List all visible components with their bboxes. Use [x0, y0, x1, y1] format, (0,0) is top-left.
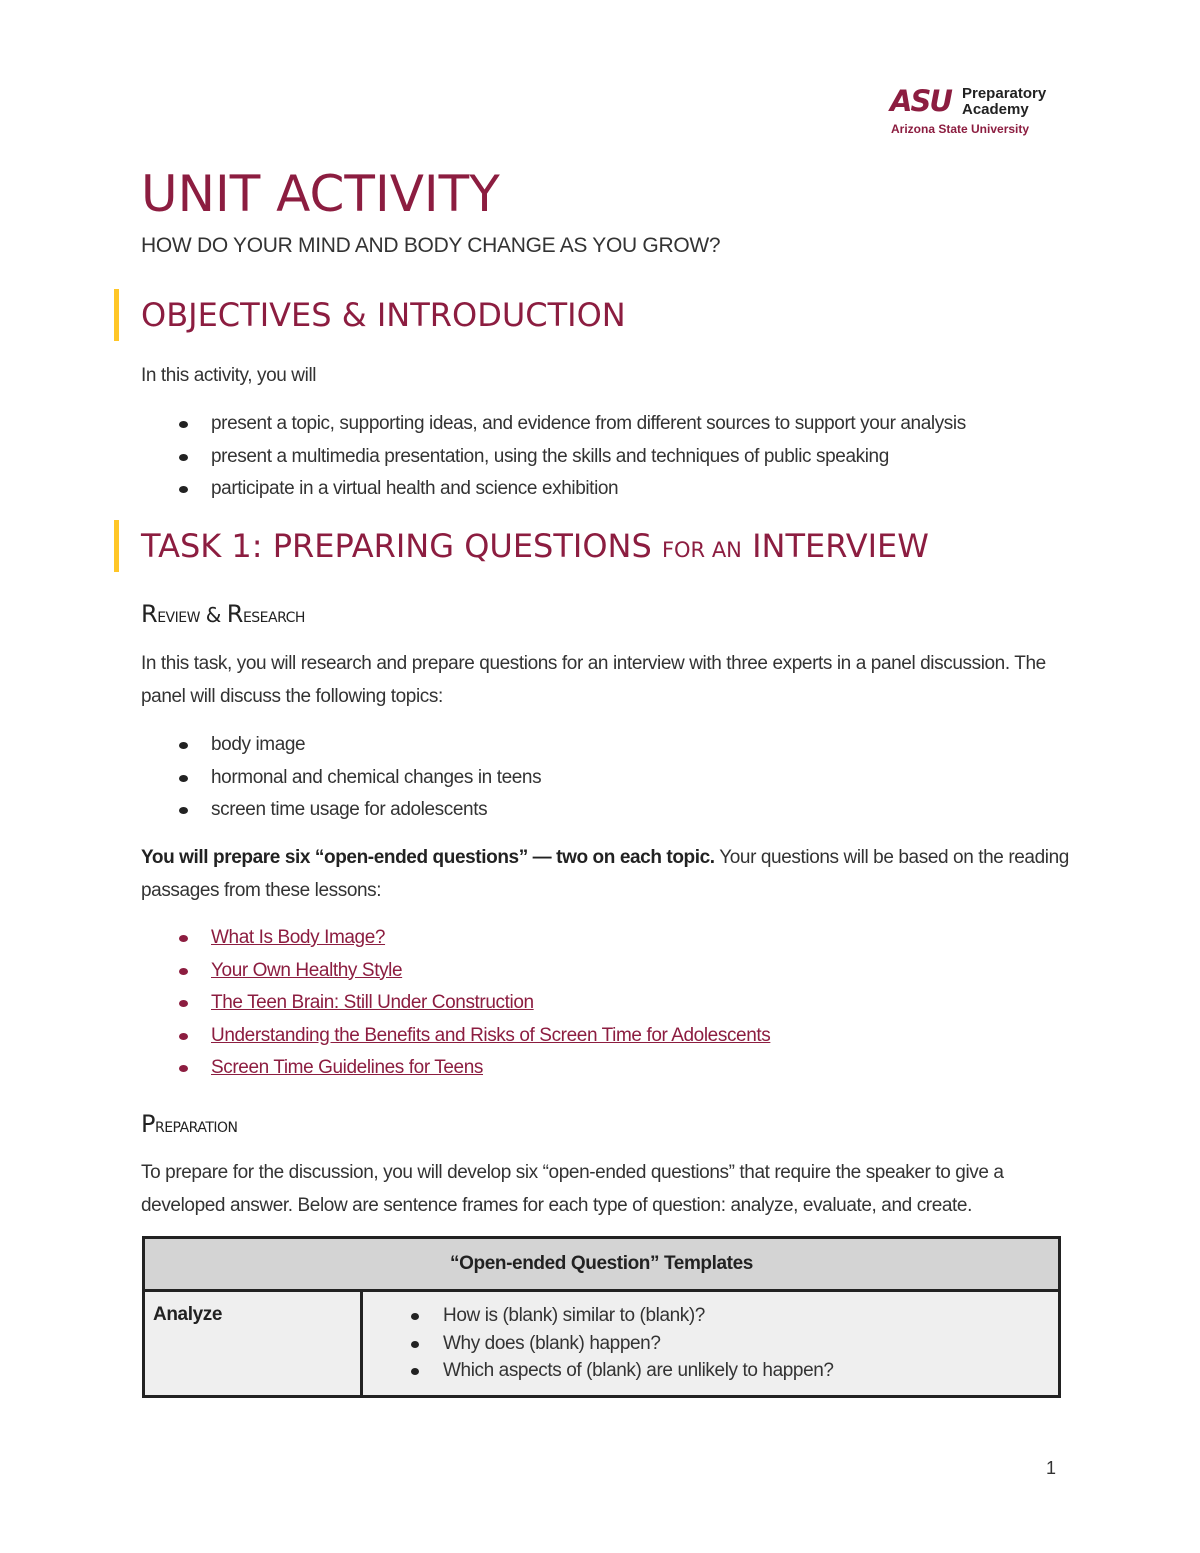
table-row: [144, 1291, 1060, 1397]
list-item: participate in a virtual health and science exhibition: [170, 473, 966, 506]
task1-heading: [114, 520, 929, 572]
list-item: body image: [170, 729, 541, 762]
list-item: [170, 955, 770, 988]
task1-heading-small: FOR AN: [661, 538, 742, 562]
logo-name-line1: Preparatory: [962, 85, 1047, 102]
task1-heading-part1: TASK 1: PREPARING QUESTIONS: [141, 527, 662, 565]
logo-mark: ASU: [890, 84, 951, 118]
list-item: Which aspects of (blank) are unlikely to happen?: [411, 1357, 1058, 1385]
lessons-bold: You will prepare six “open-ended questions” — two on each topic.: [141, 847, 715, 868]
heading-rest: eview &: [157, 603, 227, 627]
asu-prep-logo: [890, 86, 1060, 138]
row-label-analyze: Analyze: [144, 1291, 362, 1397]
lesson-link-screen-time-guidelines[interactable]: Screen Time Guidelines for Teens: [211, 1057, 483, 1078]
preparation-heading: [141, 1110, 238, 1139]
lesson-link-healthy-style[interactable]: Your Own Healthy Style: [211, 959, 403, 981]
topics-list: [170, 729, 541, 827]
list-item: [170, 1052, 770, 1085]
review-research-heading: [141, 600, 305, 629]
heading-cap: P: [141, 1110, 155, 1138]
table-header: “Open-ended Question” Templates: [144, 1238, 1060, 1291]
page-title: UNIT ACTIVITY: [141, 165, 500, 223]
lessons-paragraph: [141, 841, 1071, 907]
list-item: present a topic, supporting ideas, and evidence from different sources to support your analysis: [170, 408, 966, 441]
objectives-list: [170, 408, 966, 506]
list-item: How is (blank) similar to (blank)?: [411, 1302, 1058, 1330]
lesson-link-body-image[interactable]: What Is Body Image?: [211, 927, 386, 948]
list-item: [170, 1020, 770, 1053]
question-templates-table: [142, 1236, 1061, 1398]
logo-name-line2: Academy: [962, 101, 1029, 118]
lessons-rest: Your questions will be based on the reading passages from these lessons:: [141, 847, 1069, 901]
lesson-links-list: [170, 922, 770, 1085]
task1-heading-part2: INTERVIEW: [741, 527, 929, 565]
lesson-link-screen-time-benefits[interactable]: Understanding the Benefits and Risks of Screen Time for Adolescents: [211, 1024, 771, 1046]
list-item: [170, 922, 770, 955]
logo-university: Arizona State University: [891, 122, 1030, 136]
list-item: hormonal and chemical changes in teens: [170, 762, 541, 795]
list-item: present a multimedia presentation, using the skills and techniques of public speaking: [170, 441, 966, 474]
heading-rest: esearch: [242, 603, 305, 627]
objectives-intro: In this activity, you will: [141, 365, 317, 386]
heading-cap: R: [226, 600, 243, 628]
review-paragraph: In this task, you will research and prepare questions for an interview with three experts in a panel discussion. The panel will discuss the following topics:: [141, 653, 1046, 707]
list-item: [170, 987, 770, 1020]
objectives-heading: OBJECTIVES & INTRODUCTION: [114, 289, 626, 341]
page-subtitle: HOW DO YOUR MIND AND BODY CHANGE AS YOU GROW?: [141, 234, 721, 257]
list-item: Why does (blank) happen?: [411, 1330, 1058, 1358]
lesson-link-teen-brain[interactable]: The Teen Brain: Still Under Construction: [211, 992, 534, 1013]
row-items: [362, 1291, 1060, 1397]
heading-rest: reparation: [154, 1113, 238, 1137]
page-number: 1: [1046, 1458, 1057, 1478]
list-item: screen time usage for adolescents: [170, 794, 541, 827]
heading-cap: R: [141, 600, 158, 628]
logo-name: [962, 86, 1046, 118]
preparation-paragraph: To prepare for the discussion, you will develop six “open-ended questions” that require the speaker to give a developed answer. Below are sentence frames for each type of question: analyze, evaluate, and create.: [141, 1162, 1004, 1216]
